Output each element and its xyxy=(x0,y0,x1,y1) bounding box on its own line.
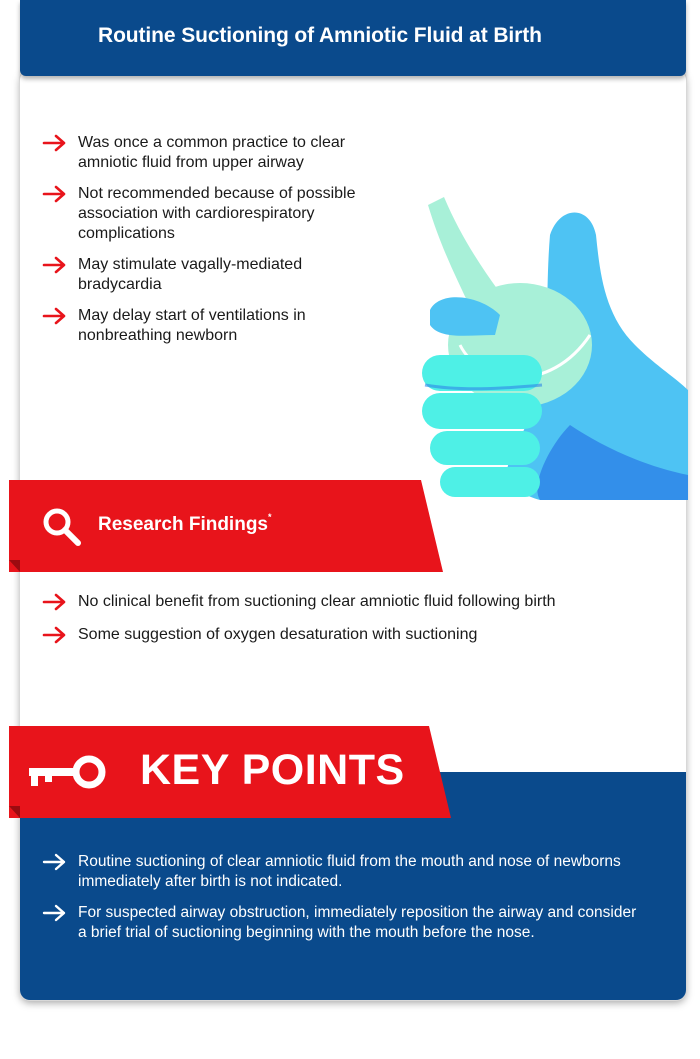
arrow-right-icon xyxy=(42,307,68,325)
list-item xyxy=(42,184,382,244)
arrow-right-icon xyxy=(42,853,68,871)
arrow-right-icon xyxy=(42,626,68,644)
list-item xyxy=(42,592,632,612)
research-bullet-list xyxy=(42,592,632,658)
gloved-hand-bulb-syringe-illustration xyxy=(400,195,688,500)
research-findings-heading: Research Findings* xyxy=(98,512,272,535)
title-bar xyxy=(20,0,686,76)
bullet-text: Not recommended because of possible association with cardiorespiratory complications xyxy=(78,185,356,242)
key-points-heading: KEY POINTS xyxy=(140,746,405,794)
page-title: Routine Suctioning of Amniotic Fluid at Birth xyxy=(98,24,542,47)
arrow-right-icon xyxy=(42,593,68,611)
list-item xyxy=(42,903,642,942)
list-item xyxy=(42,625,632,645)
bullet-text: May stimulate vagally-mediated bradycardia xyxy=(78,256,303,293)
bullet-text: Was once a common practice to clear amniotic fluid from upper airway xyxy=(78,134,346,171)
bullet-text: Some suggestion of oxygen desaturation with suctioning xyxy=(78,626,478,643)
footnote-mark: * xyxy=(268,512,272,522)
arrow-right-icon xyxy=(42,904,68,922)
arrow-right-icon xyxy=(42,256,68,274)
search-icon xyxy=(40,505,84,549)
bullet-text: No clinical benefit from suctioning clear amniotic fluid following birth xyxy=(78,593,556,610)
list-item xyxy=(42,133,382,173)
bullet-text: For suspected airway obstruction, immediately reposition the airway and consider a brief trial of suctioning beginning with the mouth before the nose. xyxy=(78,904,637,941)
list-item xyxy=(42,852,642,891)
list-item xyxy=(42,255,382,295)
arrow-right-icon xyxy=(42,134,68,152)
key-points-bullet-list xyxy=(42,852,642,954)
arrow-right-icon xyxy=(42,185,68,203)
key-icon xyxy=(27,752,109,792)
bullet-text: May delay start of ventilations in nonbreathing newborn xyxy=(78,307,306,344)
bullet-text: Routine suctioning of clear amniotic fluid from the mouth and nose of newborns immediately after birth is not indicated. xyxy=(78,853,621,890)
intro-bullet-list xyxy=(42,133,382,357)
list-item xyxy=(42,306,382,346)
